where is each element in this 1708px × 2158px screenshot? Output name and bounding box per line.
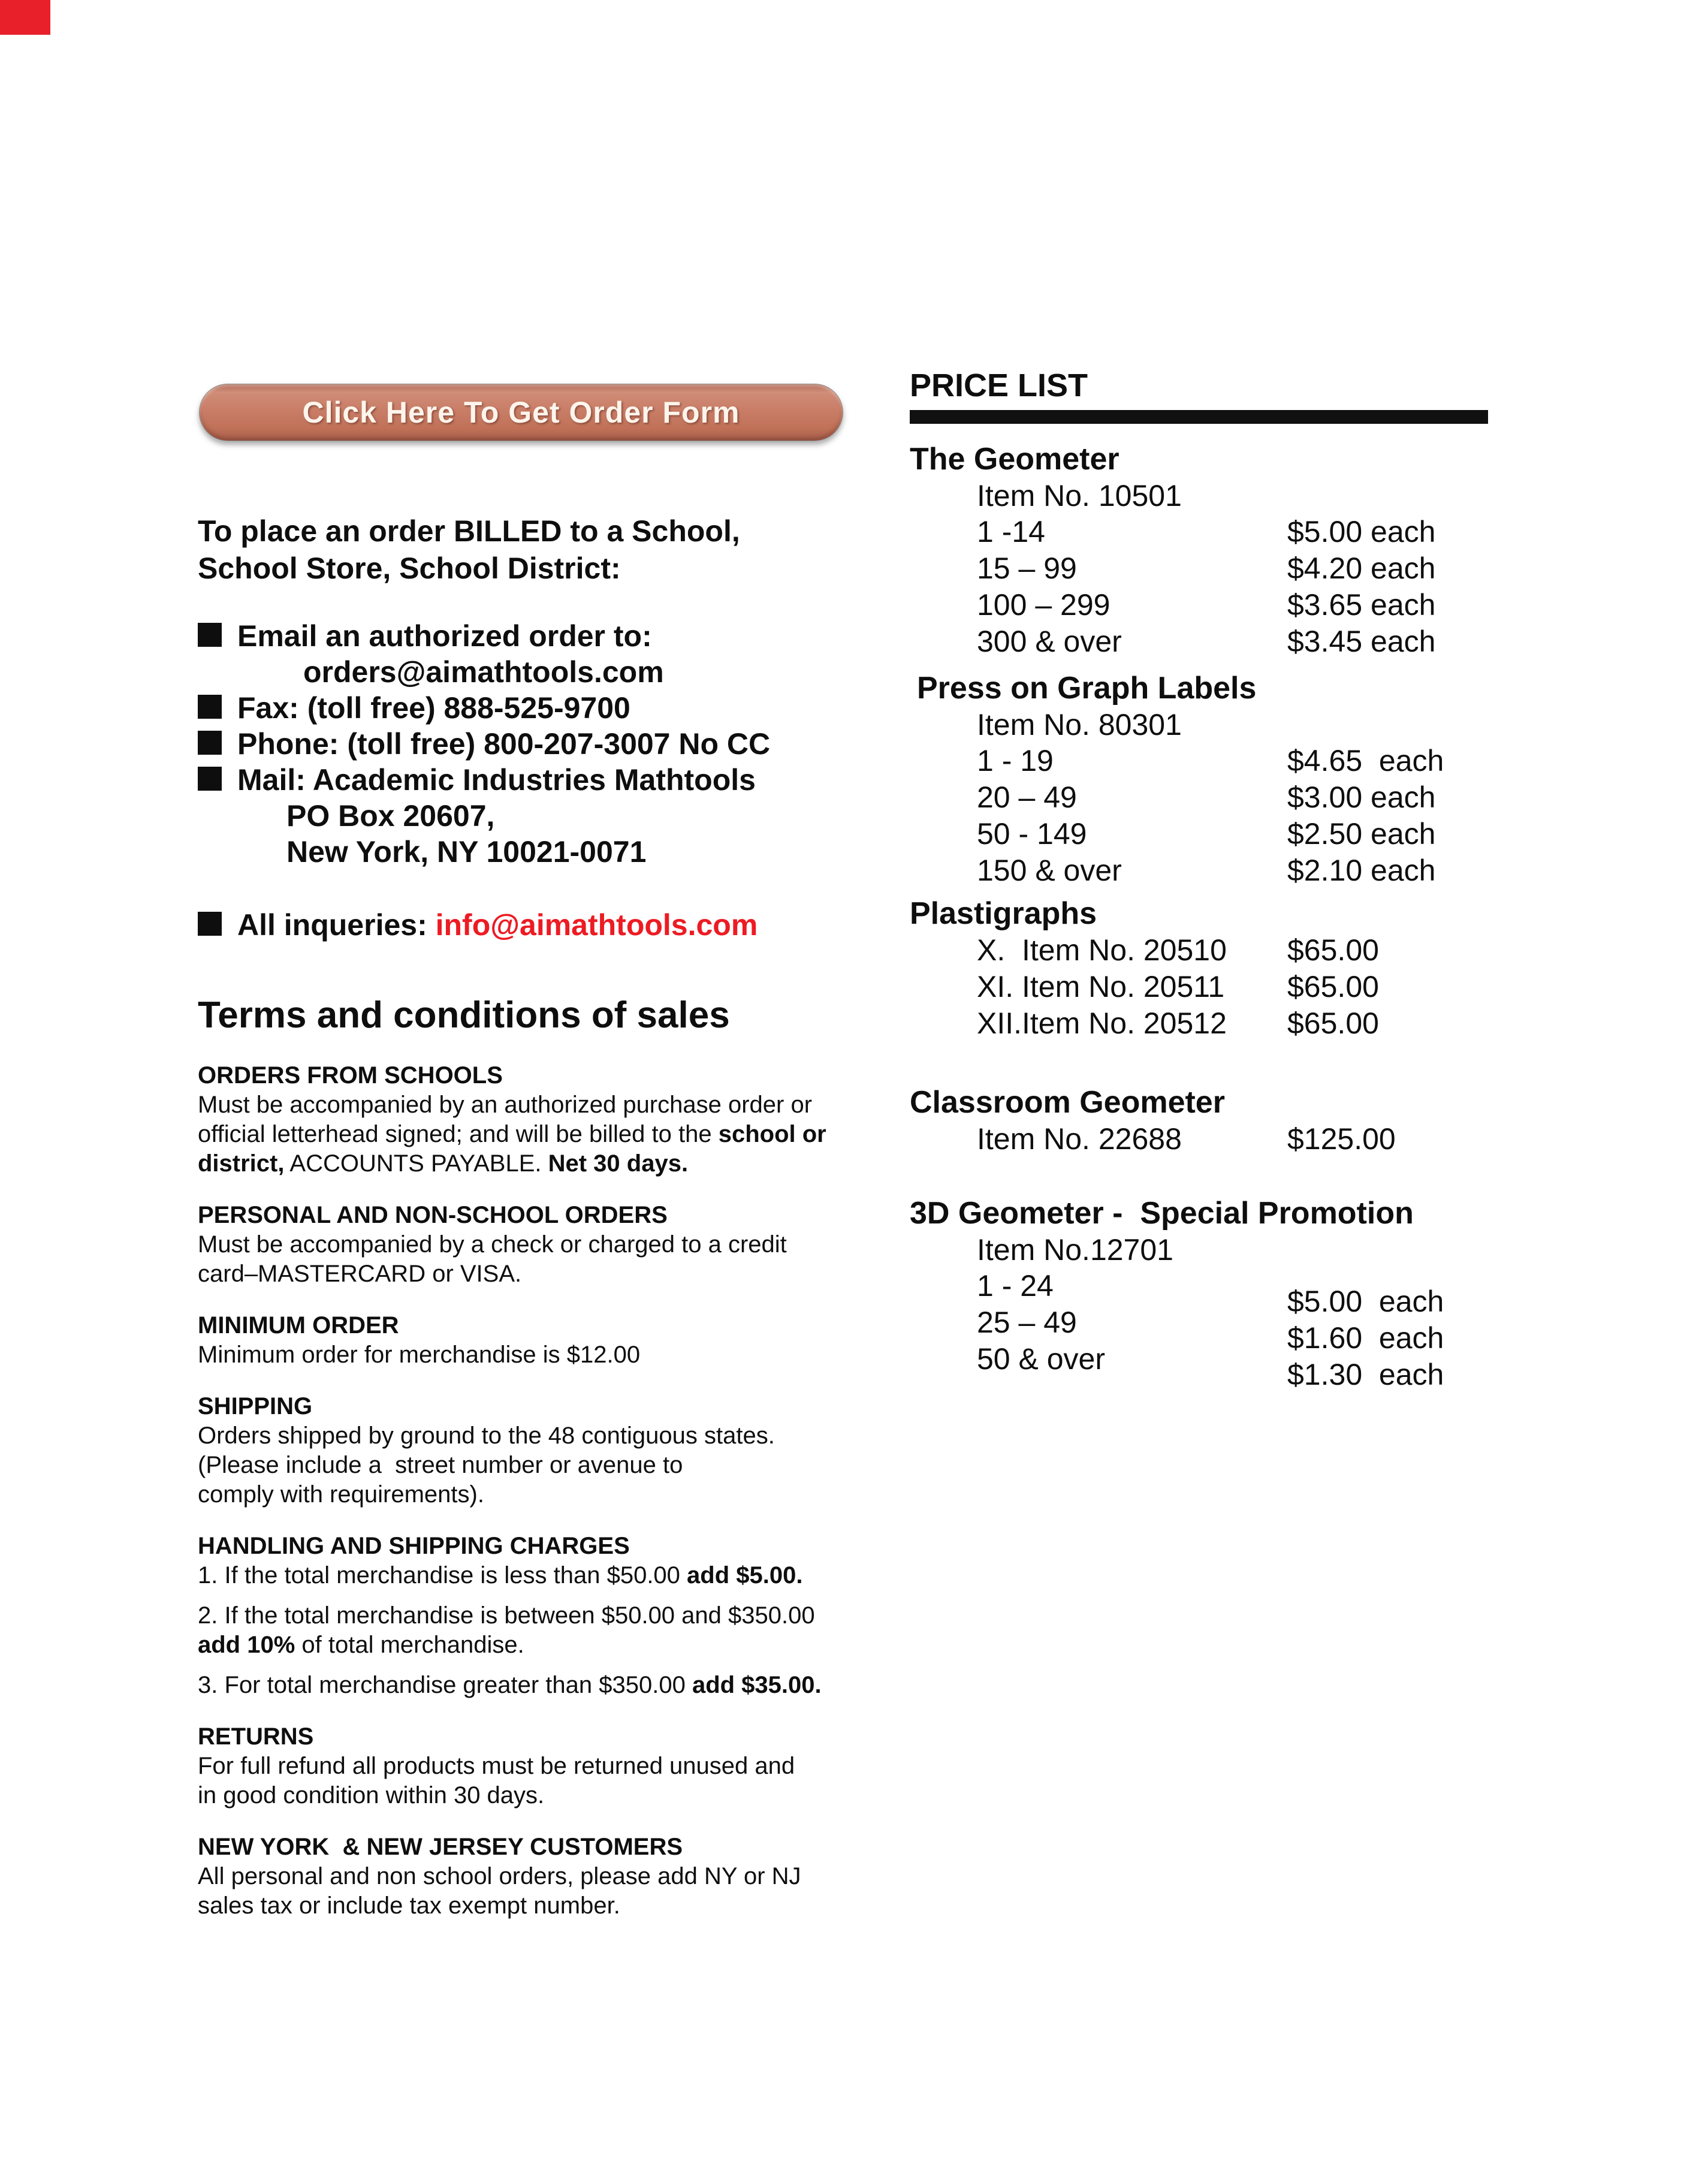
get-order-form-button-label: Click Here To Get Order Form xyxy=(302,396,740,429)
contact-line xyxy=(198,690,893,726)
terms-paragraph xyxy=(198,1340,893,1370)
text-run: add $35.00. xyxy=(692,1672,822,1698)
text-run: For full refund all products must be returned unused and xyxy=(198,1753,795,1779)
left-column xyxy=(198,513,893,1921)
terms-body-line xyxy=(198,1601,893,1630)
terms-section xyxy=(198,1531,893,1700)
terms-body-line xyxy=(198,1259,893,1289)
terms-body-line xyxy=(198,1120,893,1149)
product-name: Classroom Geometer xyxy=(910,1085,1225,1120)
terms-paragraph xyxy=(198,1421,893,1509)
get-order-form-button[interactable] xyxy=(199,384,843,441)
terms-body-line xyxy=(198,1891,893,1921)
price-cell: $3.00 each xyxy=(1287,780,1436,814)
price-cell: $4.65 each xyxy=(1287,744,1444,777)
terms-section-title: MINIMUM ORDER xyxy=(198,1312,399,1339)
terms-body-line xyxy=(198,1480,893,1509)
terms-body-line xyxy=(198,1230,893,1259)
text-run: of total merchandise. xyxy=(295,1632,524,1658)
terms-paragraph xyxy=(198,1752,893,1810)
terms-section-title: RETURNS xyxy=(198,1723,314,1750)
price-cell: $5.00 each xyxy=(1287,515,1436,548)
terms-body-line xyxy=(198,1090,893,1120)
bullet-square-icon xyxy=(198,767,222,791)
terms-body-line xyxy=(198,1862,893,1891)
price-cell: $1.60 each xyxy=(1287,1321,1444,1355)
text-run: orders@aimathtools.com xyxy=(303,655,664,689)
quantity-cell: 300 & over xyxy=(977,625,1122,658)
price-cell: $5.00 each xyxy=(1287,1285,1444,1318)
price-row xyxy=(910,852,1488,889)
text-run: Must be accompanied by an authorized purchase order or xyxy=(198,1092,813,1118)
product-block xyxy=(910,1195,1488,1391)
terms-body-line xyxy=(198,1671,893,1700)
product-name: Press on Graph Labels xyxy=(917,671,1257,706)
terms-body-line xyxy=(198,1630,893,1660)
bullet-square-icon xyxy=(198,912,222,936)
quantity-cell: 1 - 19 xyxy=(977,744,1054,777)
bullet-square-icon xyxy=(198,623,222,647)
contact-line xyxy=(198,618,893,654)
price-row xyxy=(910,932,1488,969)
product-name: The Geometer xyxy=(910,442,1119,477)
price-cell: $2.50 each xyxy=(1287,817,1436,851)
quantity-cell: 15 – 99 xyxy=(977,551,1077,585)
price-cell: $3.65 each xyxy=(1287,588,1436,622)
text-run: 2. If the total merchandise is between $50.00 and $350.00 xyxy=(198,1602,815,1629)
quantity-cell: XII.Item No. 20512 xyxy=(977,1006,1227,1040)
price-row xyxy=(910,816,1488,852)
product-item-number: Item No. 10501 xyxy=(977,479,1182,513)
text-run: All personal and non school orders, please add NY or NJ xyxy=(198,1863,801,1889)
price-cell: $65.00 xyxy=(1287,933,1379,967)
terms-paragraph xyxy=(198,1862,893,1921)
terms-paragraph xyxy=(198,1601,893,1660)
terms-section xyxy=(198,1391,893,1509)
contact-line xyxy=(198,726,893,762)
contact-line xyxy=(198,834,893,870)
text-run: Email an authorized order to: xyxy=(237,619,652,653)
price-list-rule xyxy=(910,410,1488,424)
orders-email xyxy=(198,654,893,690)
product-name: Plastigraphs xyxy=(910,896,1097,931)
terms-section-title: PERSONAL AND NON-SCHOOL ORDERS xyxy=(198,1202,668,1228)
price-row xyxy=(910,1121,1488,1158)
price-row xyxy=(910,550,1488,587)
text-run: official letterhead signed; and will be billed to the xyxy=(198,1121,719,1147)
contact-line xyxy=(198,798,893,834)
billing-intro-heading xyxy=(198,513,893,587)
text-run: Net 30 days. xyxy=(548,1150,689,1177)
bullet-square-icon xyxy=(198,731,222,755)
price-row xyxy=(910,1005,1488,1042)
intro-line: To place an order BILLED to a School, xyxy=(198,514,740,548)
product-block xyxy=(910,670,1488,889)
terms-paragraph xyxy=(198,1090,893,1179)
product-name: 3D Geometer - Special Promotion xyxy=(910,1196,1414,1231)
text-run: ACCOUNTS PAYABLE. xyxy=(284,1150,548,1177)
quantity-cell: 1 - 24 xyxy=(977,1269,1054,1303)
quantity-cell: 1 -14 xyxy=(977,515,1045,548)
text-run: New York, NY 10021-0071 xyxy=(286,835,647,869)
price-cell: $125.00 xyxy=(1287,1122,1396,1156)
terms-body-line xyxy=(198,1451,893,1480)
terms-body-line xyxy=(198,1752,893,1781)
terms-section xyxy=(198,1060,893,1179)
text-run: in good condition within 30 days. xyxy=(198,1782,545,1809)
quantity-cell: X. Item No. 20510 xyxy=(977,933,1227,967)
contact-methods-list xyxy=(198,618,893,943)
text-run: Minimum order for merchandise is $12.00 xyxy=(198,1342,641,1368)
terms-section-title: NEW YORK & NEW JERSEY CUSTOMERS xyxy=(198,1834,683,1860)
text-run: add $5.00. xyxy=(687,1562,803,1589)
price-cell: $1.30 each xyxy=(1287,1358,1444,1391)
quantity-cell: 150 & over xyxy=(977,854,1122,887)
text-run: 3. For total merchandise greater than $350.00 xyxy=(198,1672,692,1698)
text-run: PO Box 20607, xyxy=(286,799,495,833)
text-run: Orders shipped by ground to the 48 contiguous states. xyxy=(198,1422,775,1449)
price-row xyxy=(910,969,1488,1005)
terms-body-line xyxy=(198,1781,893,1810)
bullet-square-icon xyxy=(198,695,222,719)
product-item-number: Item No. 80301 xyxy=(977,708,1182,742)
terms-paragraph xyxy=(198,1230,893,1289)
contact-line xyxy=(198,762,893,798)
text-run: card–MASTERCARD or VISA. xyxy=(198,1261,522,1287)
terms-sections xyxy=(198,1060,893,1921)
price-list-column xyxy=(910,367,1488,1391)
terms-section-title: ORDERS FROM SCHOOLS xyxy=(198,1062,503,1089)
price-row xyxy=(910,743,1488,779)
terms-body-line xyxy=(198,1561,893,1590)
terms-heading: Terms and conditions of sales xyxy=(198,994,730,1036)
terms-section-title: HANDLING AND SHIPPING CHARGES xyxy=(198,1533,630,1559)
product-block xyxy=(910,895,1488,1042)
product-block xyxy=(910,1084,1488,1158)
price-row xyxy=(910,514,1488,550)
text-run: Fax: (toll free) 888-525-9700 xyxy=(237,691,630,725)
text-run: add 10% xyxy=(198,1632,295,1658)
text-run: (Please include a street number or avenue to xyxy=(198,1452,683,1478)
terms-section xyxy=(198,1200,893,1289)
text-run: comply with requirements). xyxy=(198,1481,484,1508)
product-block xyxy=(910,441,1488,660)
quantity-cell: 50 & over xyxy=(977,1342,1106,1376)
terms-paragraph xyxy=(198,1561,893,1590)
quantity-cell: 100 – 299 xyxy=(977,588,1110,622)
text-run: Mail: Academic Industries Mathtools xyxy=(237,763,756,797)
terms-section xyxy=(198,1310,893,1370)
price-row xyxy=(910,623,1488,660)
text-run: All inqueries: xyxy=(237,908,436,942)
intro-line: School Store, School District: xyxy=(198,551,621,585)
price-cell: $65.00 xyxy=(1287,1006,1379,1040)
text-run: 1. If the total merchandise is less than $50.00 xyxy=(198,1562,687,1589)
terms-section xyxy=(198,1832,893,1921)
text-run: district, xyxy=(198,1150,285,1177)
price-cell: $65.00 xyxy=(1287,970,1379,1003)
quantity-cell: 25 – 49 xyxy=(977,1306,1077,1339)
contact-line xyxy=(198,907,893,943)
terms-body-line xyxy=(198,1340,893,1370)
product-item-number: Item No.12701 xyxy=(977,1233,1173,1267)
price-row xyxy=(910,587,1488,623)
text-run: sales tax or include tax exempt number. xyxy=(198,1892,620,1919)
text-run: Must be accompanied by a check or charged to a credit xyxy=(198,1231,787,1258)
terms-body-line xyxy=(198,1149,893,1179)
price-cell: $4.20 each xyxy=(1287,551,1436,585)
price-cell: $2.10 each xyxy=(1287,854,1436,887)
terms-section-title: SHIPPING xyxy=(198,1393,313,1419)
price-list-products xyxy=(910,441,1488,1391)
quantity-cell: XI. Item No. 20511 xyxy=(977,970,1225,1003)
quantity-cell: 20 – 49 xyxy=(977,780,1077,814)
terms-paragraph xyxy=(198,1671,893,1700)
price-list-title: PRICE LIST xyxy=(910,367,1088,403)
red-bleed-mark xyxy=(0,0,50,35)
text-run: Phone: (toll free) 800-207-3007 No CC xyxy=(237,727,771,761)
price-cell: $3.45 each xyxy=(1287,625,1436,658)
text-run: school or xyxy=(718,1121,826,1147)
quantity-cell: Item No. 22688 xyxy=(977,1122,1182,1156)
info-email-link[interactable]: info@aimathtools.com xyxy=(435,908,758,942)
terms-body-line xyxy=(198,1421,893,1451)
price-row xyxy=(910,1268,1488,1318)
terms-section xyxy=(198,1722,893,1810)
price-row xyxy=(910,779,1488,816)
quantity-cell: 50 - 149 xyxy=(977,817,1087,851)
